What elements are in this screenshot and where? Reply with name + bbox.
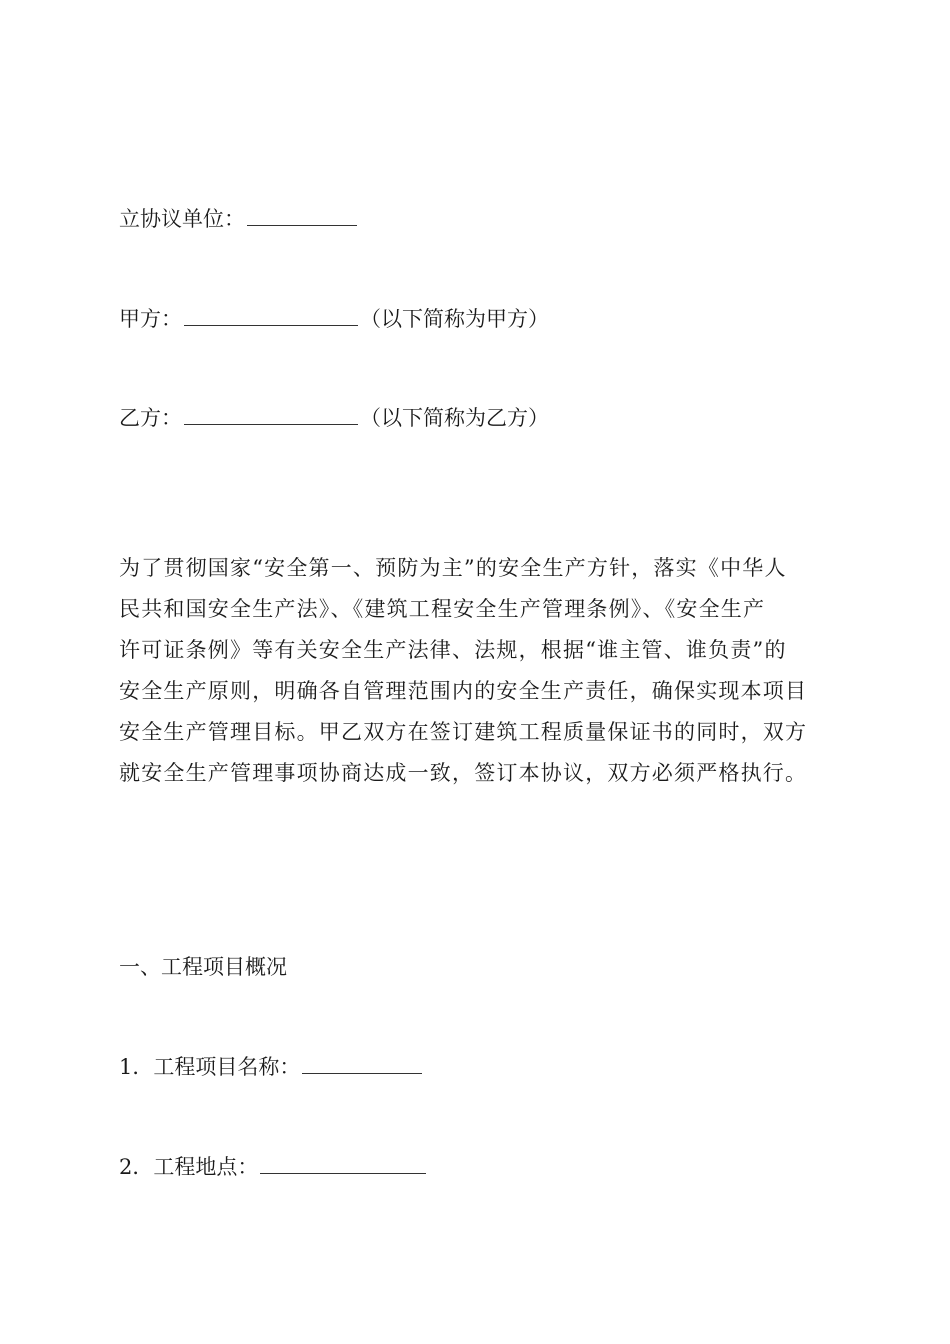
intro-line: 民共和国安全生产法》、《建筑工程安全生产管理条例》、《安全生产 bbox=[119, 597, 766, 621]
project-location-line bbox=[119, 1152, 428, 1182]
intro-line: 为了贯彻国家“安全第一、预防为主”的安全生产方针，落实《中华人 bbox=[119, 556, 787, 580]
party-b-line bbox=[119, 403, 549, 433]
party-a-suffix: （以下简称为甲方） bbox=[360, 307, 549, 331]
agreement-unit-label: 立协议单位： bbox=[119, 207, 245, 231]
intro-line: 许可证条例》等有关安全生产法律、法规，根据“谁主管、谁负责”的 bbox=[119, 638, 787, 662]
section1-heading: 一、工程项目概况 bbox=[119, 955, 287, 979]
intro-line: 安全生产原则，明确各自管理范围内的安全生产责任，确保实现本项目 bbox=[119, 679, 808, 703]
party-a-blank bbox=[184, 305, 358, 326]
party-b-suffix: （以下简称为乙方） bbox=[360, 406, 549, 430]
project-name-label: 1．工程项目名称： bbox=[119, 1055, 301, 1079]
agreement-unit-line bbox=[119, 204, 359, 234]
party-a-label: 甲方： bbox=[119, 307, 182, 331]
party-a-line bbox=[119, 304, 549, 334]
project-location-blank bbox=[260, 1153, 426, 1174]
party-b-label: 乙方： bbox=[119, 406, 182, 430]
project-name-line bbox=[119, 1052, 424, 1082]
intro-line: 安全生产管理目标。甲乙双方在签订建筑工程质量保证书的同时，双方 bbox=[119, 720, 808, 744]
intro-line: 就安全生产管理事项协商达成一致，签订本协议，双方必须严格执行。 bbox=[119, 761, 808, 785]
party-b-blank bbox=[184, 404, 358, 425]
agreement-unit-blank bbox=[247, 205, 357, 226]
intro-paragraph bbox=[119, 548, 839, 794]
project-name-blank bbox=[302, 1053, 422, 1074]
project-location-label: 2．工程地点： bbox=[119, 1155, 259, 1179]
